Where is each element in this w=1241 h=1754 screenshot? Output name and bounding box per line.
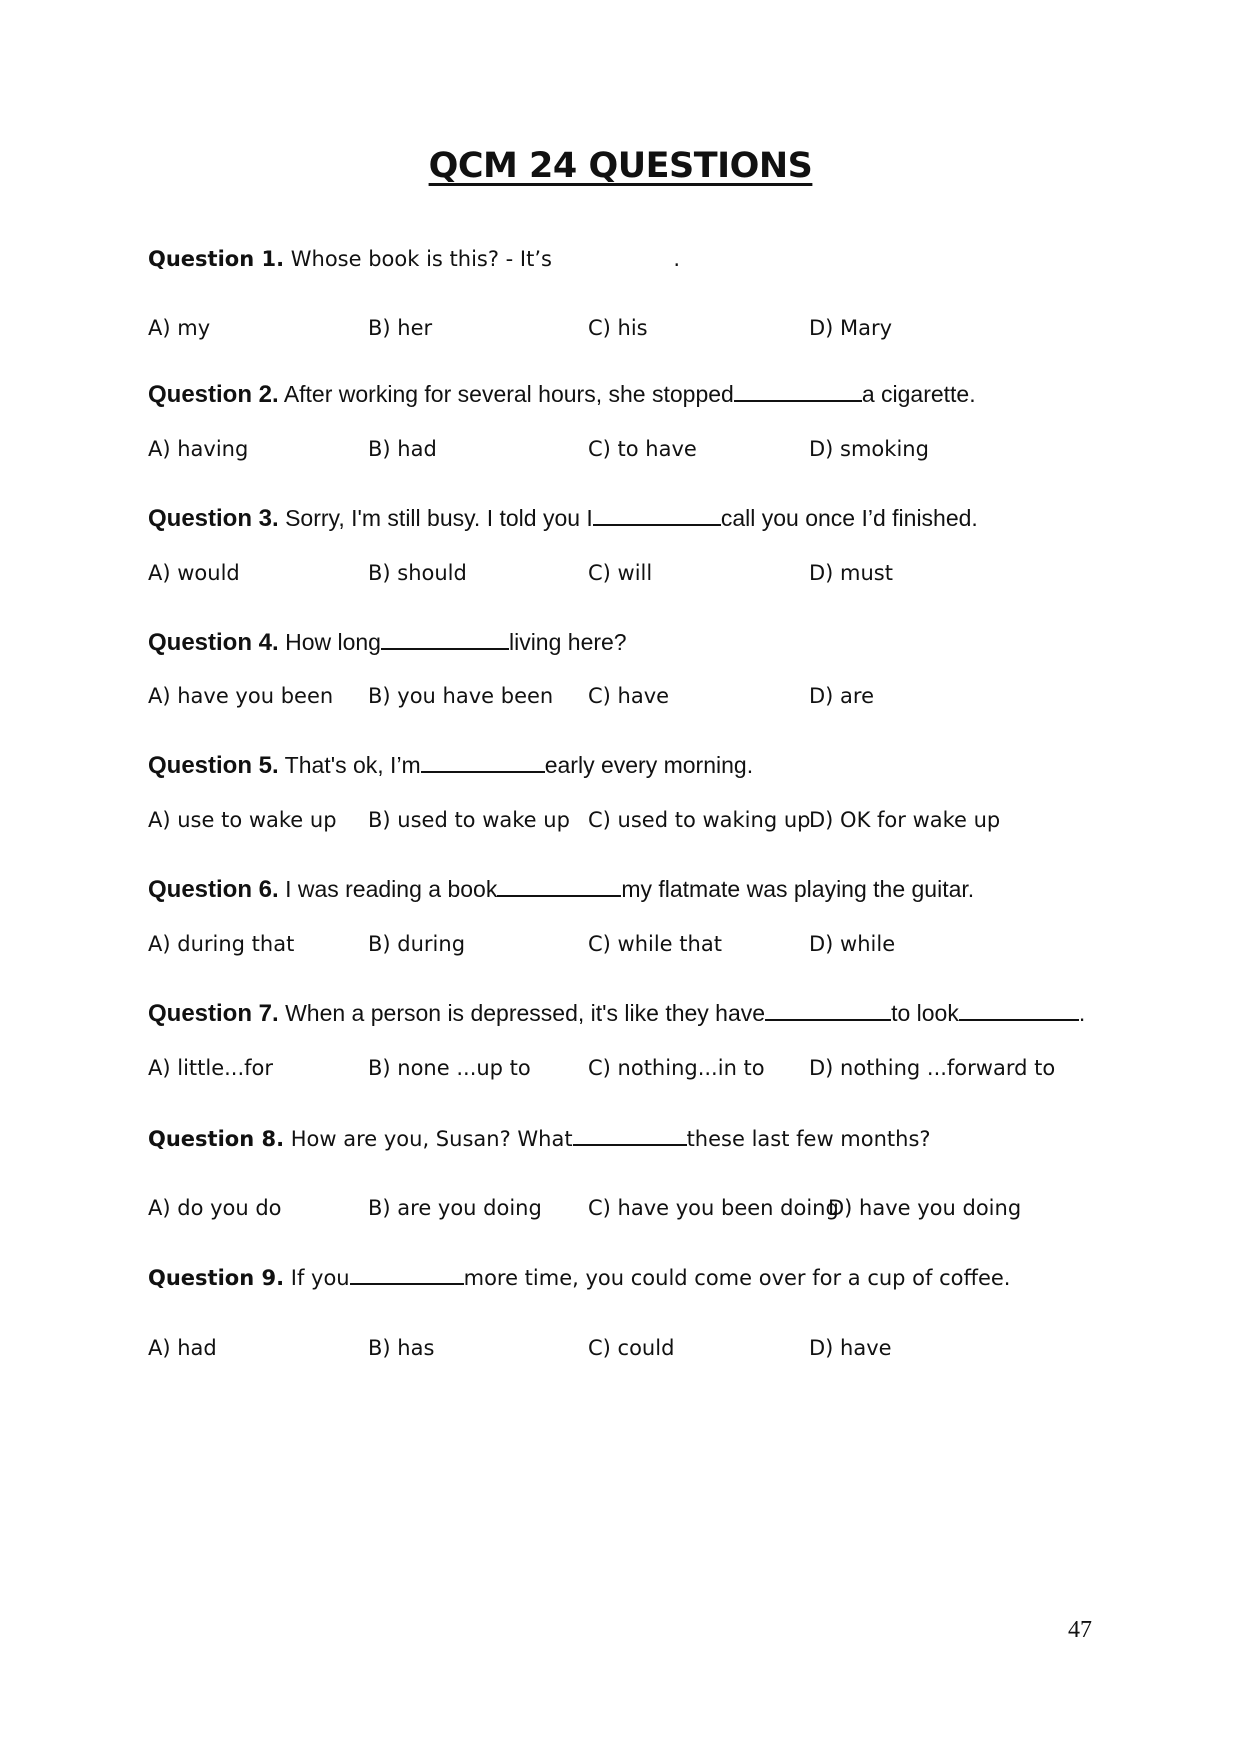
question-label: Question 6.	[148, 876, 279, 903]
option-d: D) smoking	[809, 437, 929, 461]
question-9	[148, 1265, 1010, 1290]
question-8	[148, 1126, 931, 1151]
option-c: C) could	[588, 1336, 675, 1360]
option-d: D) nothing ...forward to	[809, 1056, 1056, 1080]
answer-blank	[350, 1265, 464, 1285]
option-d: D) OK for wake up	[809, 808, 1001, 832]
answer-blank-1	[765, 1001, 891, 1021]
option-c: C) while that	[588, 932, 722, 956]
question-text: Sorry, I'm still busy. I told you I	[285, 505, 593, 531]
option-c: C) will	[588, 561, 653, 585]
option-c: C) to have	[588, 437, 697, 461]
option-b: B) should	[368, 561, 467, 585]
question-text-end: .	[1078, 1000, 1086, 1026]
options-row-7	[148, 1056, 1098, 1086]
question-4	[148, 629, 627, 657]
option-b: B) are you doing	[368, 1196, 542, 1220]
option-b: B) her	[368, 316, 433, 340]
option-d: D) Mary	[809, 316, 893, 340]
option-c: C) nothing...in to	[588, 1056, 765, 1080]
question-label: Question 2.	[148, 381, 279, 408]
option-a: A) my	[148, 316, 211, 340]
answer-blank-2	[959, 1001, 1079, 1021]
question-text-middle: to look	[891, 1000, 959, 1026]
option-a: A) during that	[148, 932, 295, 956]
option-b: B) during	[368, 932, 466, 956]
question-text-end: early every morning.	[544, 752, 754, 778]
question-7	[148, 1000, 1085, 1028]
question-text-end: call you once I’d finished.	[720, 505, 978, 531]
question-text-end: living here?	[508, 629, 627, 655]
answer-blank	[559, 248, 667, 266]
option-a: A) had	[148, 1336, 217, 1360]
option-d: D) while	[809, 932, 896, 956]
answer-blank	[573, 1126, 687, 1146]
answer-blank	[381, 630, 509, 650]
question-6	[148, 876, 974, 904]
options-row-9	[148, 1336, 1098, 1366]
option-b: B) you have been	[368, 684, 554, 708]
option-a: A) little...for	[148, 1056, 274, 1080]
option-a: A) use to wake up	[148, 808, 337, 832]
option-a: A) have you been	[148, 684, 334, 708]
option-b: B) none ...up to	[368, 1056, 531, 1080]
question-label: Question 1.	[148, 247, 285, 271]
options-row-8	[148, 1196, 1098, 1226]
question-text-end: my flatmate was playing the guitar.	[621, 876, 975, 902]
option-a: A) would	[148, 561, 240, 585]
question-text-end: more time, you could come over for a cup of coffee.	[463, 1266, 1011, 1290]
question-text: How long	[285, 629, 381, 655]
options-row-3	[148, 561, 1098, 591]
question-text: That's ok, I’m	[284, 752, 421, 778]
question-text: Whose book is this? - It’s	[290, 247, 552, 271]
option-c: C) have you been doing	[588, 1196, 839, 1220]
option-d: D) must	[809, 561, 893, 585]
options-row-2	[148, 437, 1098, 467]
question-5	[148, 752, 753, 780]
page-title: QCM 24 QUESTIONS	[428, 146, 813, 186]
question-text: After working for several hours, she stopped	[283, 381, 734, 407]
question-label: Question 9.	[148, 1266, 285, 1290]
option-c: C) have	[588, 684, 670, 708]
option-d: D) are	[809, 684, 874, 708]
answer-blank	[734, 382, 862, 402]
option-a: A) do you do	[148, 1196, 282, 1220]
option-b: B) has	[368, 1336, 435, 1360]
question-text: If you	[290, 1266, 350, 1290]
question-text-end: .	[673, 247, 681, 271]
question-label: Question 8.	[148, 1127, 285, 1151]
option-b: B) used to wake up	[368, 808, 570, 832]
question-text: When a person is depressed, it's like they have	[285, 1000, 766, 1026]
options-row-1	[148, 316, 1098, 346]
question-label: Question 4.	[148, 629, 279, 656]
option-d: D) have you doing	[828, 1196, 1022, 1220]
question-text-end: a cigarette.	[861, 381, 976, 407]
options-row-6	[148, 932, 1098, 962]
question-1	[148, 247, 680, 271]
option-a: A) having	[148, 437, 249, 461]
question-2	[148, 381, 976, 409]
question-label: Question 5.	[148, 752, 279, 779]
question-text: I was reading a book	[285, 876, 498, 902]
page-number: 47	[1068, 1617, 1092, 1643]
option-c: C) used to waking up	[588, 808, 811, 832]
options-row-4	[148, 684, 1098, 714]
question-3	[148, 505, 978, 533]
option-b: B) had	[368, 437, 437, 461]
option-d: D) have	[809, 1336, 892, 1360]
answer-blank	[421, 753, 545, 773]
options-row-5	[148, 808, 1098, 838]
answer-blank	[593, 506, 721, 526]
question-label: Question 3.	[148, 505, 279, 532]
question-text-end: these last few months?	[686, 1127, 931, 1151]
question-text: How are you, Susan? What	[290, 1127, 573, 1151]
question-label: Question 7.	[148, 1000, 279, 1027]
answer-blank	[497, 877, 621, 897]
option-c: C) his	[588, 316, 648, 340]
